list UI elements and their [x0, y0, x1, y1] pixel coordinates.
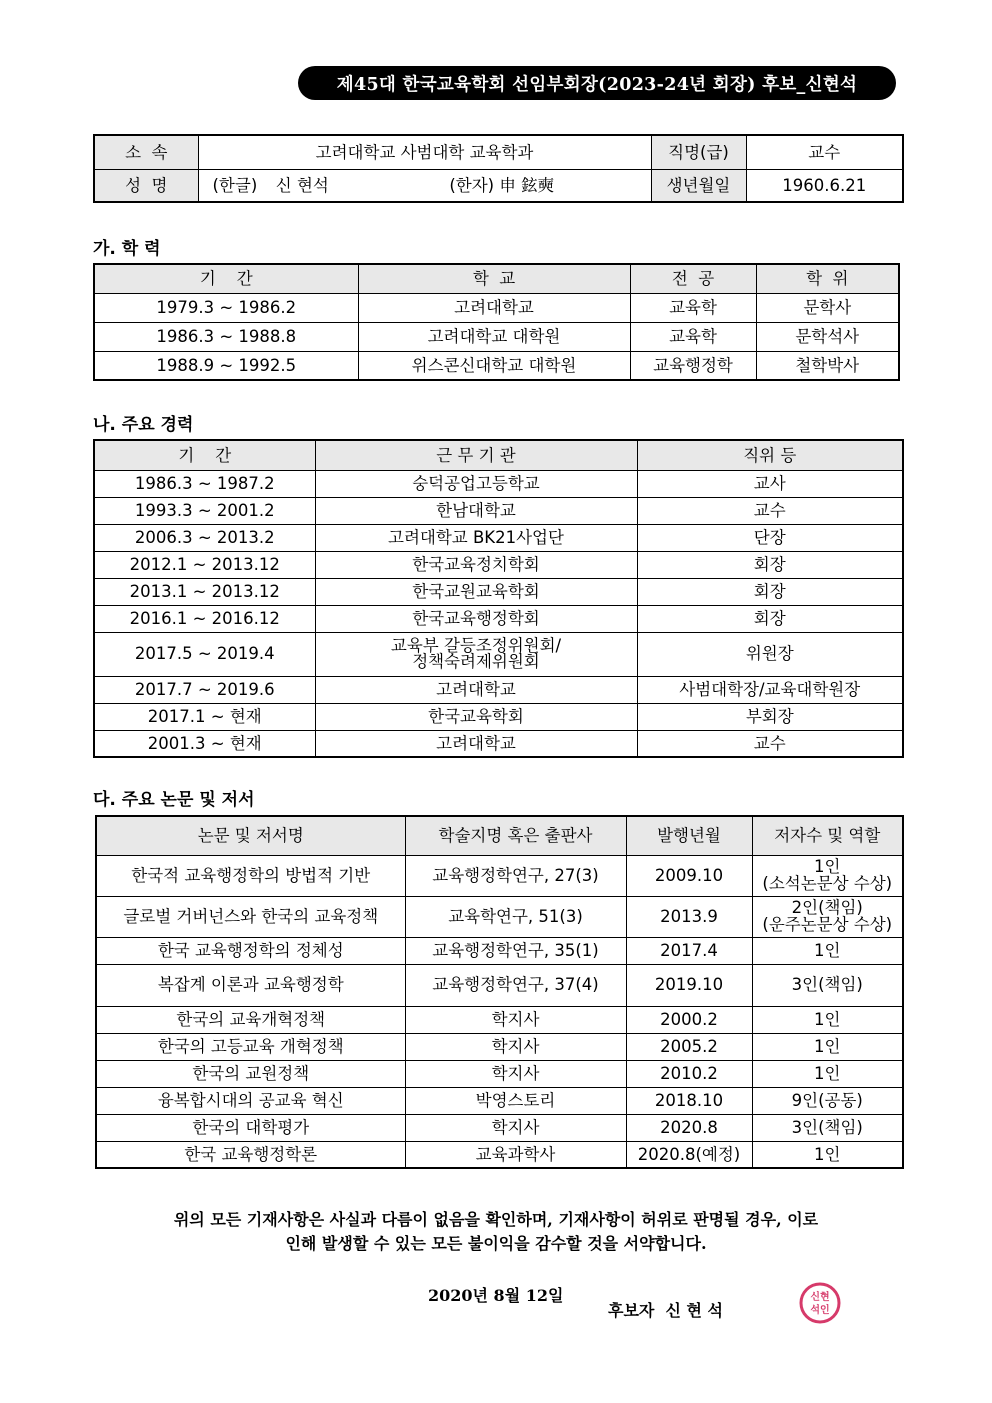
- publication-role: 1인: [752, 1060, 903, 1087]
- career-header-row: [94, 440, 903, 470]
- position-value: 교수: [746, 135, 903, 169]
- publication-venue: 교육학연구, 51(3): [405, 896, 626, 937]
- pledge-statement: [0, 1208, 992, 1256]
- publication-date: 2017.4: [626, 937, 752, 964]
- education-school: 위스콘신대학교 대학원: [358, 351, 630, 380]
- education-header: 전 공: [630, 264, 756, 293]
- publication-date: 2018.10: [626, 1087, 752, 1114]
- table-row: [96, 1033, 903, 1060]
- signature-date: 2020년 8월 12일: [428, 1286, 564, 1305]
- publication-date: 2005.2: [626, 1033, 752, 1060]
- education-header: 학 교: [358, 264, 630, 293]
- education-period: 1988.9 ~ 1992.5: [94, 351, 358, 380]
- career-role: 회장: [637, 578, 903, 605]
- seal-stamp-icon: [799, 1282, 841, 1324]
- pledge-line-1: 위의 모든 기재사항은 사실과 다름이 없음을 확인하며, 기재사항이 허위로 판명될 경우, 이로: [173, 1210, 819, 1229]
- career-role: 교사: [637, 470, 903, 497]
- table-row: [94, 632, 903, 676]
- table-row: [96, 1006, 903, 1033]
- name-hanja: 申 鉉奭: [499, 175, 555, 195]
- publication-role: 1인: [752, 1006, 903, 1033]
- table-row: [96, 1087, 903, 1114]
- publication-venue: 학지사: [405, 1006, 626, 1033]
- publication-date: 2010.2: [626, 1060, 752, 1087]
- publication-title: 한국 교육행정학의 정체성: [96, 937, 405, 964]
- svg-text:신현: 신현: [810, 1292, 830, 1303]
- career-role: 교수: [637, 497, 903, 524]
- career-org: 교육부 갈등조정위원회/ 정책숙려제위원회: [315, 632, 637, 676]
- document-title: 제45대 한국교육학회 선임부회장(2023-24년 회장) 후보_신현석: [298, 66, 896, 100]
- publication-title: 한국적 교육행정학의 방법적 기반: [96, 855, 405, 896]
- publications-header: 논문 및 저서명: [96, 816, 405, 855]
- publication-venue: 학지사: [405, 1114, 626, 1141]
- publication-role: 2인(책임) (운주논문상 수상): [752, 896, 903, 937]
- table-row: [94, 470, 903, 497]
- position-label: 직명(급): [651, 135, 746, 169]
- education-header-row: [94, 264, 899, 293]
- table-row: [94, 578, 903, 605]
- career-period: 1986.3 ~ 1987.2: [94, 470, 315, 497]
- table-row: [96, 964, 903, 1006]
- career-role: 위원장: [637, 632, 903, 676]
- career-period: 2012.1 ~ 2013.12: [94, 551, 315, 578]
- table-row: [96, 1060, 903, 1087]
- career-period: 2006.3 ~ 2013.2: [94, 524, 315, 551]
- publication-venue: 교육행정학연구, 35(1): [405, 937, 626, 964]
- publications-header: 발행년월: [626, 816, 752, 855]
- table-row: [94, 497, 903, 524]
- career-org: 한국교육행정학회: [315, 605, 637, 632]
- education-table: [93, 263, 900, 381]
- career-table: [93, 439, 904, 758]
- pledge-line-2: 인해 발생할 수 있는 모든 불이익을 감수할 것을 서약합니다.: [285, 1234, 707, 1253]
- publication-title: 한국의 고등교육 개혁정책: [96, 1033, 405, 1060]
- table-row: [96, 896, 903, 937]
- career-org: 고려대학교 BK21사업단: [315, 524, 637, 551]
- career-section-title: 나. 주요 경력: [93, 415, 194, 435]
- table-row: [94, 322, 899, 351]
- career-org: 고려대학교: [315, 730, 637, 757]
- career-role: 단장: [637, 524, 903, 551]
- table-row: [96, 855, 903, 896]
- table-row: [96, 937, 903, 964]
- affiliation-label: 소 속: [94, 135, 198, 169]
- career-role: 교수: [637, 730, 903, 757]
- publication-role: 9인(공동): [752, 1087, 903, 1114]
- career-org: 한남대학교: [315, 497, 637, 524]
- education-section-title: 가. 학 력: [93, 239, 161, 259]
- publication-date: 2020.8(예정): [626, 1141, 752, 1168]
- affiliation-value: 고려대학교 사범대학 교육학과: [198, 135, 651, 169]
- career-org: 한국교육정치학회: [315, 551, 637, 578]
- career-period: 2017.7 ~ 2019.6: [94, 676, 315, 703]
- table-row: [94, 676, 903, 703]
- education-school: 고려대학교: [358, 293, 630, 322]
- publications-table: [95, 815, 904, 1169]
- career-org: 숭덕공업고등학교: [315, 470, 637, 497]
- table-row: [94, 524, 903, 551]
- name-korean-label: (한글): [212, 175, 258, 195]
- education-degree: 문학석사: [756, 322, 899, 351]
- publication-date: 2009.10: [626, 855, 752, 896]
- publications-header: 학술지명 혹은 출판사: [405, 816, 626, 855]
- table-row: [94, 730, 903, 757]
- signer-name: 후보자 신 현 석: [608, 1301, 724, 1320]
- career-role: 회장: [637, 551, 903, 578]
- publication-role: 1인: [752, 1141, 903, 1168]
- table-row: [94, 703, 903, 730]
- career-period: 2016.1 ~ 2016.12: [94, 605, 315, 632]
- publications-header: 저자수 및 역할: [752, 816, 903, 855]
- table-row: [94, 351, 899, 380]
- education-period: 1986.3 ~ 1988.8: [94, 322, 358, 351]
- career-org: 한국교원교육학회: [315, 578, 637, 605]
- education-period: 1979.3 ~ 1986.2: [94, 293, 358, 322]
- career-role: 사범대학장/교육대학원장: [637, 676, 903, 703]
- career-role: 회장: [637, 605, 903, 632]
- birth-value: 1960.6.21: [746, 169, 903, 202]
- publication-venue: 박영스토리: [405, 1087, 626, 1114]
- career-header: 근 무 기 관: [315, 440, 637, 470]
- publication-title: 글로벌 거버넌스와 한국의 교육정책: [96, 896, 405, 937]
- publications-header-row: [96, 816, 903, 855]
- name-hanja-label: (한자): [449, 175, 495, 195]
- publication-title: 한국의 대학평가: [96, 1114, 405, 1141]
- birth-label: 생년월일: [651, 169, 746, 202]
- career-period: 2017.1 ~ 현재: [94, 703, 315, 730]
- publication-title: 한국의 교원정책: [96, 1060, 405, 1087]
- career-org: 고려대학교: [315, 676, 637, 703]
- publication-title: 융복합시대의 공교육 혁신: [96, 1087, 405, 1114]
- career-role: 부회장: [637, 703, 903, 730]
- publication-role: 1인: [752, 937, 903, 964]
- career-period: 1993.3 ~ 2001.2: [94, 497, 315, 524]
- table-row: [96, 1114, 903, 1141]
- education-school: 고려대학교 대학원: [358, 322, 630, 351]
- publication-venue: 학지사: [405, 1060, 626, 1087]
- table-row: [94, 605, 903, 632]
- svg-text:석인: 석인: [810, 1305, 830, 1316]
- publication-venue: 교육행정학연구, 37(4): [405, 964, 626, 1006]
- table-row: [96, 1141, 903, 1168]
- career-period: 2017.5 ~ 2019.4: [94, 632, 315, 676]
- publication-venue: 학지사: [405, 1033, 626, 1060]
- table-row: [94, 551, 903, 578]
- name-korean: 신 현석: [275, 175, 329, 195]
- career-header: 기 간: [94, 440, 315, 470]
- publication-date: 2013.9: [626, 896, 752, 937]
- education-header: 기 간: [94, 264, 358, 293]
- career-period: 2013.1 ~ 2013.12: [94, 578, 315, 605]
- name-label: 성 명: [94, 169, 198, 202]
- publication-role: 1인 (소석논문상 수상): [752, 855, 903, 896]
- publication-role: 1인: [752, 1033, 903, 1060]
- name-cell: [198, 169, 651, 202]
- education-degree: 철학박사: [756, 351, 899, 380]
- education-degree: 문학사: [756, 293, 899, 322]
- publication-venue: 교육과학사: [405, 1141, 626, 1168]
- table-row: [94, 293, 899, 322]
- publication-role: 3인(책임): [752, 1114, 903, 1141]
- publication-title: 한국 교육행정학론: [96, 1141, 405, 1168]
- publication-date: 2020.8: [626, 1114, 752, 1141]
- career-org: 한국교육학회: [315, 703, 637, 730]
- publication-title: 한국의 교육개혁정책: [96, 1006, 405, 1033]
- education-major: 교육학: [630, 293, 756, 322]
- education-header: 학 위: [756, 264, 899, 293]
- publications-section-title: 다. 주요 논문 및 저서: [93, 790, 255, 810]
- career-period: 2001.3 ~ 현재: [94, 730, 315, 757]
- career-header: 직위 등: [637, 440, 903, 470]
- publication-title: 복잡계 이론과 교육행정학: [96, 964, 405, 1006]
- education-major: 교육행정학: [630, 351, 756, 380]
- publication-date: 2000.2: [626, 1006, 752, 1033]
- profile-table: [93, 134, 904, 203]
- publication-date: 2019.10: [626, 964, 752, 1006]
- publication-role: 3인(책임): [752, 964, 903, 1006]
- education-major: 교육학: [630, 322, 756, 351]
- publication-venue: 교육행정학연구, 27(3): [405, 855, 626, 896]
